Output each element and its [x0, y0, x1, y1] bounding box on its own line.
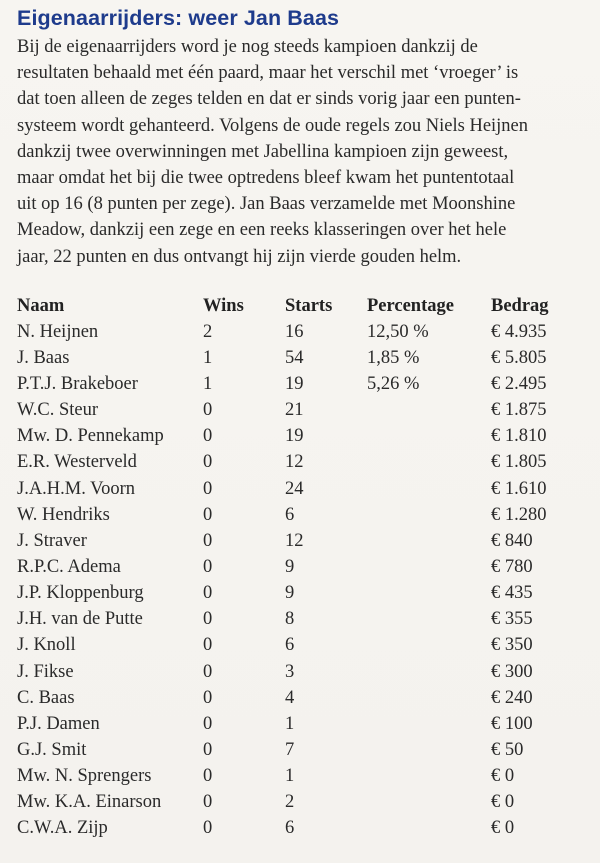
percentage-cell — [367, 659, 491, 685]
table-header — [17, 293, 577, 319]
name-cell: J.P. Kloppenburg — [17, 583, 144, 604]
wins-cell: 0 — [203, 713, 213, 734]
name-cell: C.W.A. Zijp — [17, 818, 108, 839]
name-cell: P.T.J. Brakeboer — [17, 373, 138, 394]
name-cell: E.R. Westerveld — [17, 452, 137, 473]
name-cell: W. Hendriks — [17, 504, 110, 525]
wins-cell: 0 — [203, 530, 213, 551]
starts-cell: 9 — [285, 583, 295, 604]
wins-cell: 0 — [203, 766, 213, 787]
bedrag-cell: € 1.875 — [491, 400, 547, 421]
table-row — [17, 790, 577, 816]
percentage-cell: 5,26 % — [367, 373, 420, 394]
bedrag-cell: € 300 — [491, 661, 533, 682]
table-row — [17, 450, 577, 476]
starts-cell: 19 — [285, 426, 304, 447]
starts-cell: 6 — [285, 818, 295, 839]
table-row — [17, 476, 577, 502]
name-cell: J.A.H.M. Voorn — [17, 478, 136, 499]
table-row — [17, 685, 577, 711]
wins-cell: 0 — [203, 792, 213, 813]
wins-cell: 2 — [203, 321, 213, 342]
name-cell: J. Straver — [17, 530, 87, 551]
table-row — [17, 371, 577, 397]
starts-cell: 6 — [285, 504, 295, 525]
wins-cell: 0 — [203, 400, 213, 421]
header-row — [17, 293, 577, 319]
percentage-cell — [367, 450, 491, 476]
name-cell: C. Baas — [17, 687, 75, 708]
wins-cell: 0 — [203, 739, 213, 760]
name-cell: J.H. van de Putte — [17, 609, 143, 630]
starts-cell: 3 — [285, 661, 295, 682]
intro-line: maar omdat het bij die twee optredens bleef kwam het puntentotaal — [17, 167, 515, 188]
percentage-cell — [367, 398, 491, 424]
bedrag-cell: € 0 — [491, 792, 515, 813]
starts-cell: 6 — [285, 635, 295, 656]
starts-cell: 1 — [285, 766, 295, 787]
wins-cell: 0 — [203, 478, 213, 499]
bedrag-cell: € 240 — [491, 687, 533, 708]
table-row — [17, 528, 577, 554]
table-row — [17, 607, 577, 633]
intro-line: Bij de eigenaarrijders word je nog steeds kampioen dankzij de — [17, 37, 478, 57]
percentage-cell — [367, 737, 491, 763]
bedrag-cell: € 1.810 — [491, 426, 547, 447]
table-row — [17, 554, 577, 580]
bedrag-cell: € 100 — [491, 713, 533, 734]
percentage-cell — [367, 476, 491, 502]
bedrag-cell: € 50 — [491, 739, 524, 760]
percentage-cell — [367, 685, 491, 711]
bedrag-cell: € 435 — [491, 583, 533, 604]
wins-cell: 0 — [203, 426, 213, 447]
name-cell: P.J. Damen — [17, 713, 100, 734]
table-row — [17, 711, 577, 737]
name-cell: Mw. D. Pennekamp — [17, 426, 164, 447]
wins-cell: 0 — [203, 687, 213, 708]
name-cell: G.J. Smit — [17, 739, 87, 760]
section-heading: Eigenaarrijders: weer Jan Baas — [17, 6, 340, 30]
name-cell: N. Heijnen — [17, 321, 99, 342]
wins-cell: 1 — [203, 373, 213, 394]
table-row — [17, 345, 577, 371]
wins-cell: 0 — [203, 635, 213, 656]
percentage-cell — [367, 528, 491, 554]
table-row — [17, 319, 577, 345]
wins-cell: 0 — [203, 583, 213, 604]
intro-line: systeem wordt gehanteerd. Volgens de oude regels zou Niels Heijnen — [17, 115, 529, 136]
name-cell: J. Fikse — [17, 661, 74, 682]
header-naam: Naam — [17, 295, 65, 316]
wins-cell: 0 — [203, 556, 213, 577]
header-bedrag: Bedrag — [491, 295, 549, 316]
name-cell: J. Knoll — [17, 635, 76, 656]
intro-line: uit op 16 (8 punten per zege). Jan Baas verzamelde met Moonshine — [17, 194, 516, 215]
name-cell: Mw. N. Sprengers — [17, 766, 152, 787]
wins-cell: 0 — [203, 661, 213, 682]
wins-cell: 0 — [203, 504, 213, 525]
wins-cell: 1 — [203, 347, 213, 368]
intro-line: Meadow, dankzij een zege en een reeks klasseringen over het hele — [17, 220, 507, 241]
percentage-cell — [367, 711, 491, 737]
bedrag-cell: € 0 — [491, 818, 515, 839]
wins-cell: 0 — [203, 818, 213, 839]
wins-cell: 0 — [203, 452, 213, 473]
table-row — [17, 581, 577, 607]
intro-line: dankzij twee overwinningen met Jabellina kampioen zijn geweest, — [17, 141, 509, 162]
starts-cell: 8 — [285, 609, 295, 630]
starts-cell: 19 — [285, 373, 304, 394]
starts-cell: 16 — [285, 321, 304, 342]
header-percentage: Percentage — [367, 295, 454, 316]
table-row — [17, 502, 577, 528]
starts-cell: 2 — [285, 792, 295, 813]
percentage-cell — [367, 633, 491, 659]
results-table — [17, 293, 577, 842]
bedrag-cell: € 1.805 — [491, 452, 547, 473]
percentage-cell — [367, 816, 491, 842]
percentage-cell: 12,50 % — [367, 321, 429, 342]
table-row — [17, 764, 577, 790]
name-cell: W.C. Steur — [17, 400, 99, 421]
name-cell: J. Baas — [17, 347, 70, 368]
header-wins: Wins — [203, 295, 244, 316]
percentage-cell — [367, 554, 491, 580]
bedrag-cell: € 4.935 — [491, 321, 547, 342]
bedrag-cell: € 355 — [491, 609, 533, 630]
table-row — [17, 816, 577, 842]
starts-cell: 7 — [285, 739, 295, 760]
bedrag-cell: € 780 — [491, 556, 533, 577]
bedrag-cell: € 840 — [491, 530, 533, 551]
intro-line: resultaten behaald met één paard, maar het verschil met ‘vroeger’ is — [17, 63, 519, 84]
starts-cell: 1 — [285, 713, 295, 734]
name-cell: Mw. K.A. Einarson — [17, 792, 162, 813]
percentage-cell — [367, 581, 491, 607]
table-row — [17, 737, 577, 763]
header-starts: Starts — [285, 295, 333, 316]
starts-cell: 54 — [285, 347, 304, 368]
bedrag-cell: € 350 — [491, 635, 533, 656]
bedrag-cell: € 0 — [491, 766, 515, 787]
name-cell: R.P.C. Adema — [17, 556, 121, 577]
percentage-cell — [367, 424, 491, 450]
table-row — [17, 398, 577, 424]
percentage-cell — [367, 502, 491, 528]
starts-cell: 9 — [285, 556, 295, 577]
bedrag-cell: € 2.495 — [491, 373, 547, 394]
starts-cell: 12 — [285, 452, 304, 473]
bedrag-cell: € 5.805 — [491, 347, 547, 368]
percentage-cell — [367, 607, 491, 633]
starts-cell: 4 — [285, 687, 295, 708]
bedrag-cell: € 1.610 — [491, 478, 547, 499]
intro-line: dat toen alleen de zeges telden en dat er sinds vorig jaar een punten- — [17, 89, 521, 110]
intro-paragraph — [17, 34, 592, 270]
starts-cell: 12 — [285, 530, 304, 551]
percentage-cell — [367, 764, 491, 790]
table-row — [17, 424, 577, 450]
bedrag-cell: € 1.280 — [491, 504, 547, 525]
starts-cell: 21 — [285, 400, 304, 421]
percentage-cell — [367, 790, 491, 816]
percentage-cell: 1,85 % — [367, 347, 420, 368]
intro-line: jaar, 22 punten en dus ontvangt hij zijn vierde gouden helm. — [17, 246, 462, 267]
starts-cell: 24 — [285, 478, 304, 499]
table-row — [17, 633, 577, 659]
wins-cell: 0 — [203, 609, 213, 630]
table-row — [17, 659, 577, 685]
table-body — [17, 319, 577, 842]
